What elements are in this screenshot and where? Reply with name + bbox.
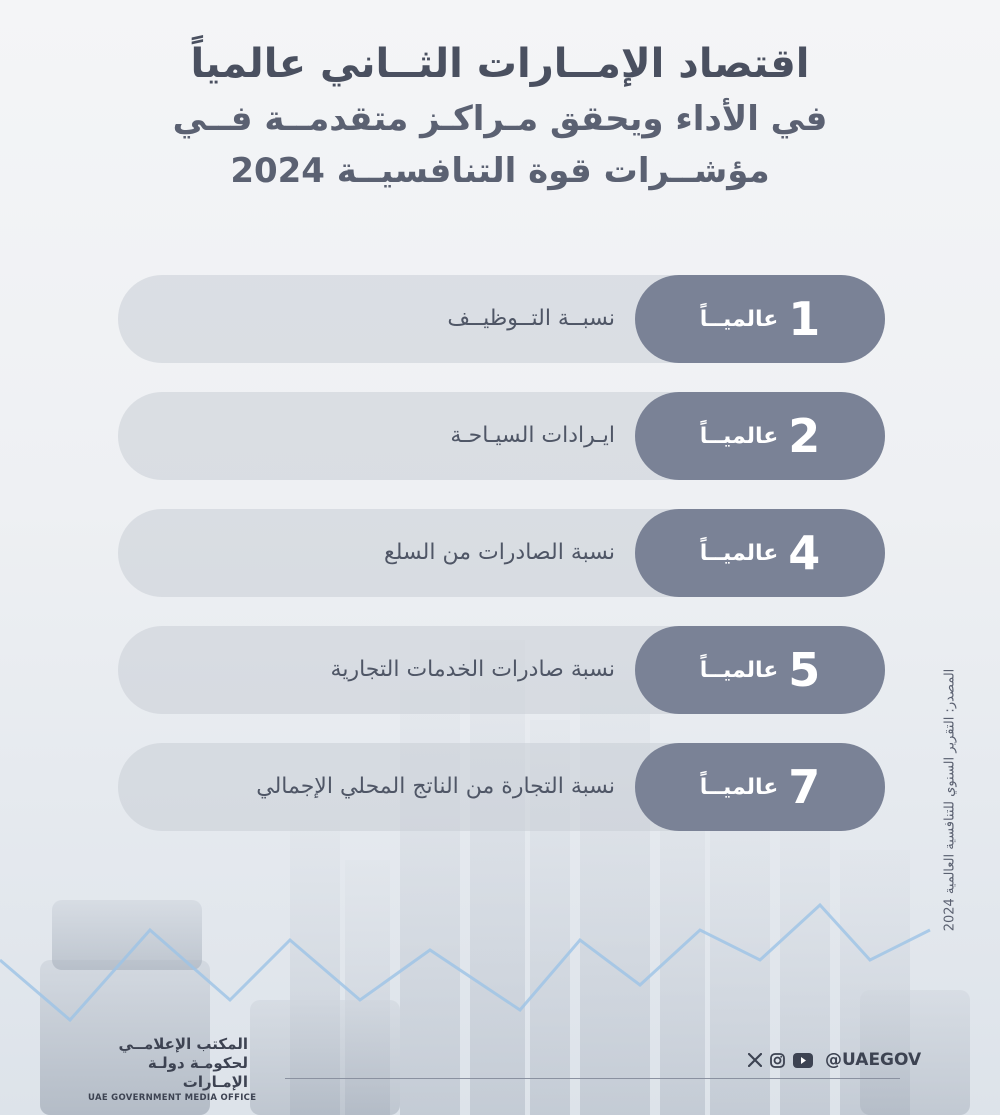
- ranking-label: نسبة صادرات الخدمات التجارية: [330, 657, 615, 682]
- rank-suffix: عالميــاً: [699, 423, 779, 449]
- rank-number: 5: [788, 643, 821, 697]
- social-handle-group: [748, 1048, 921, 1072]
- rank-suffix: عالميــاً: [699, 774, 779, 800]
- source-note: [930, 650, 970, 950]
- rank-number: 4: [788, 526, 821, 580]
- ranking-label: نسبة الصادرات من السلع: [384, 540, 615, 565]
- ranking-label: نسبة التجارة من الناتج المحلي الإجمالي: [256, 774, 615, 799]
- social-handle[interactable]: @UAEGOV: [825, 1050, 922, 1070]
- title-block: [0, 40, 1000, 199]
- ranking-label: ايـرادات السيـاحـة: [450, 423, 615, 448]
- rank-badge: [635, 275, 885, 363]
- x-icon[interactable]: [748, 1053, 762, 1067]
- youtube-icon[interactable]: [793, 1053, 813, 1068]
- rank-badge: [635, 626, 885, 714]
- rank-suffix: عالميــاً: [699, 306, 779, 332]
- ranking-row: [118, 743, 885, 831]
- rank-number: 1: [788, 292, 821, 346]
- page-subtitle-line-1: في الأداء ويحقق مـراكـز متقدمــة فــي: [172, 99, 828, 139]
- rank-badge: [635, 743, 885, 831]
- ranking-row: [118, 509, 885, 597]
- logo-english: UAE GOVERNMENT MEDIA OFFICE: [88, 1093, 257, 1104]
- rank-number: 7: [788, 760, 821, 814]
- instagram-icon[interactable]: [770, 1053, 785, 1068]
- source-text: المصدر: التقرير السنوي للتنافسية العالمية 2024: [942, 668, 958, 932]
- ranking-label: نسبــة التــوظيــف: [447, 306, 615, 331]
- rank-badge: [635, 392, 885, 480]
- footer-divider: [285, 1078, 900, 1079]
- rankings-list: [118, 275, 885, 860]
- ranking-row: [118, 626, 885, 714]
- footer: [0, 1030, 1000, 1115]
- page-subtitle-line-2: مؤشــرات قوة التنافسيــة 2024: [230, 151, 770, 192]
- logo-line-2: لحكومـة دولـة الإمـارات: [147, 1053, 248, 1091]
- rank-suffix: عالميــاً: [699, 657, 779, 683]
- rank-badge: [635, 509, 885, 597]
- rank-number: 2: [788, 409, 821, 463]
- page-title: اقتصاد الإمــارات الثــاني عالمياً: [190, 41, 810, 87]
- logo-line-1: المكتب الإعلامــي: [118, 1035, 248, 1053]
- ranking-row: [118, 392, 885, 480]
- ranking-row: [118, 275, 885, 363]
- media-office-logo: [88, 1035, 257, 1104]
- rank-suffix: عالميــاً: [699, 540, 779, 566]
